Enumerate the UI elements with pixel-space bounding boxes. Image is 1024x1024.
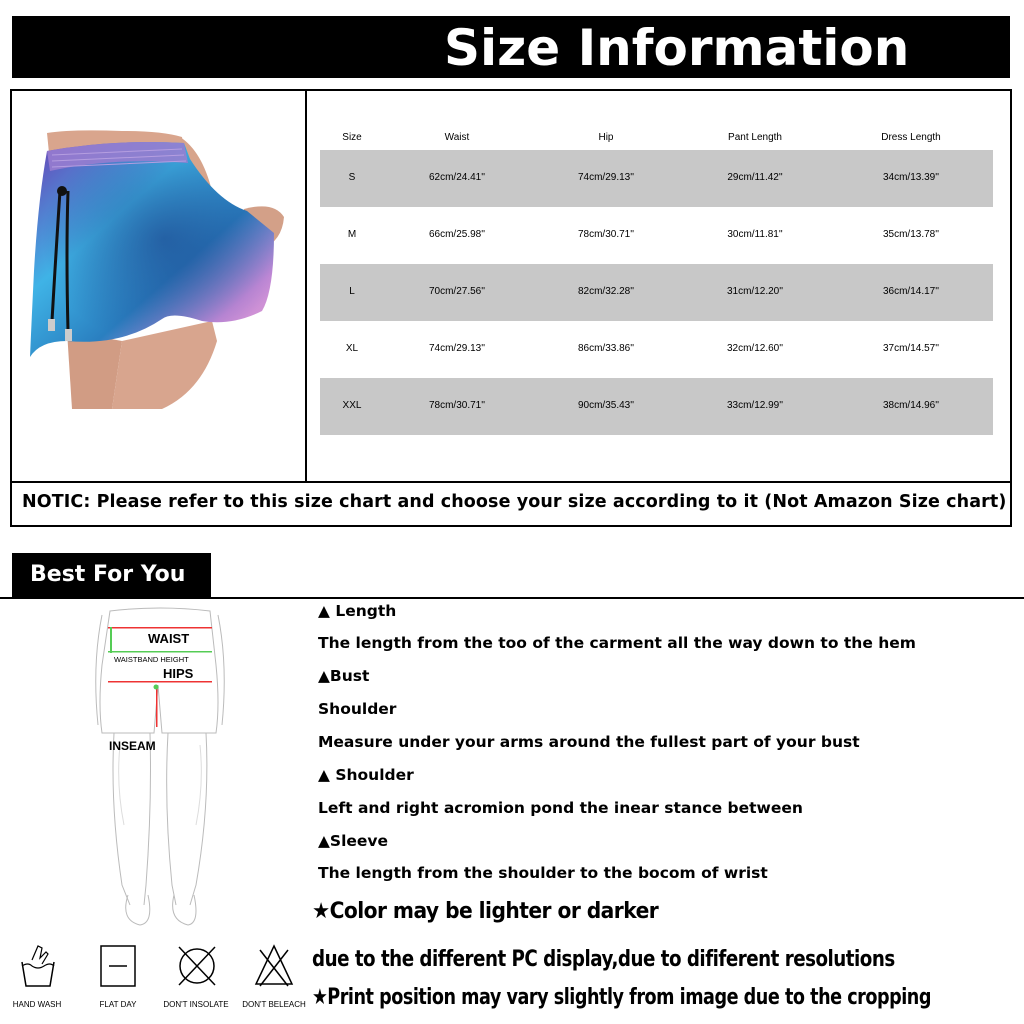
product-photo-cell bbox=[12, 91, 307, 481]
table-cell: 66cm/25.98'' bbox=[428, 229, 486, 240]
desc-length-heading: ▲ Length bbox=[318, 602, 397, 620]
flat-dry-icon bbox=[98, 943, 138, 989]
do-not-bleach-icon bbox=[254, 942, 294, 990]
diagram-label-hips: HIPS bbox=[163, 666, 194, 681]
table-header-cell: Pant Length bbox=[728, 132, 782, 143]
section-divider bbox=[0, 597, 1024, 599]
table-cell: 35cm/13.78'' bbox=[882, 229, 940, 240]
care-label-hand-wash: HAND WASH bbox=[12, 1000, 62, 1009]
care-label-do-not-insolate: DON'T INSOLATE bbox=[163, 1000, 229, 1009]
table-row bbox=[320, 264, 993, 321]
table-cell: 31cm/12.20'' bbox=[726, 286, 784, 297]
desc-shoulder-heading: ▲ Shoulder bbox=[318, 766, 414, 784]
table-row bbox=[320, 207, 993, 264]
table-cell: 37cm/14.57'' bbox=[882, 343, 940, 354]
table-header-cell: Waist bbox=[444, 132, 470, 143]
desc-length-text: The length from the too of the carment all the way down to the hem bbox=[318, 634, 916, 652]
desc-bust-sub: Shoulder bbox=[318, 700, 397, 718]
desc-sleeve-text: The length from the shoulder to the bocom of wrist bbox=[318, 864, 768, 882]
note-print-position: ★Print position may vary slightly from image due to the cropping bbox=[312, 985, 931, 1010]
care-label-do-not-bleach: DON'T BELEACH bbox=[242, 1000, 306, 1009]
table-row bbox=[320, 321, 993, 378]
table-cell: XL bbox=[345, 343, 359, 354]
table-cell: XXL bbox=[342, 400, 362, 411]
table-cell: 86cm/33.86'' bbox=[577, 343, 635, 354]
table-cell: 70cm/27.56'' bbox=[428, 286, 486, 297]
table-header-cell: Dress Length bbox=[881, 132, 941, 143]
table-cell: 38cm/14.96'' bbox=[882, 400, 940, 411]
title-bar bbox=[12, 16, 1010, 78]
desc-bust-heading: ▲Bust bbox=[318, 667, 370, 685]
size-table bbox=[320, 130, 993, 435]
table-cell: 78cm/30.71'' bbox=[428, 400, 486, 411]
table-header-row bbox=[320, 130, 993, 150]
table-cell: 90cm/35.43'' bbox=[577, 400, 635, 411]
desc-shoulder-text: Left and right acromion pond the inear stance between bbox=[318, 799, 803, 817]
table-cell: L bbox=[349, 286, 355, 297]
best-for-you-tab bbox=[12, 553, 211, 598]
best-for-you-label: Best For You bbox=[30, 562, 186, 587]
table-cell: 29cm/11.42'' bbox=[727, 172, 783, 183]
diagram-label-inseam: INSEAM bbox=[109, 739, 156, 753]
table-cell: 36cm/14.17'' bbox=[882, 286, 940, 297]
desc-sleeve-heading: ▲Sleeve bbox=[318, 832, 389, 850]
table-cell: 74cm/29.13'' bbox=[428, 343, 486, 354]
page-title: Size Information bbox=[444, 19, 910, 77]
table-header-cell: Size bbox=[342, 132, 362, 143]
note-color: ★Color may be lighter or darker bbox=[312, 899, 659, 924]
do-not-insolate-icon bbox=[175, 942, 219, 990]
table-cell: 82cm/32.28'' bbox=[577, 286, 635, 297]
table-cell: 32cm/12.60'' bbox=[726, 343, 784, 354]
table-cell: 33cm/12.99'' bbox=[726, 400, 784, 411]
diagram-label-waistband: WAISTBAND HEIGHT bbox=[114, 655, 189, 664]
table-cell: 62cm/24.41'' bbox=[428, 172, 486, 183]
table-cell: 34cm/13.39'' bbox=[882, 172, 940, 183]
table-cell: S bbox=[348, 172, 356, 183]
table-row bbox=[320, 378, 993, 435]
hand-wash-icon bbox=[18, 942, 58, 990]
care-label-flat-dry: FLAT DAY bbox=[99, 1000, 137, 1009]
table-cell: 30cm/11.81'' bbox=[727, 229, 783, 240]
product-photo bbox=[12, 91, 303, 479]
table-cell: 74cm/29.13'' bbox=[577, 172, 635, 183]
table-header-cell: Hip bbox=[598, 132, 614, 143]
table-cell: 78cm/30.71'' bbox=[577, 229, 635, 240]
table-cell: M bbox=[347, 229, 357, 240]
note-display: due to the different PC display,due to dififerent resolutions bbox=[312, 947, 895, 972]
notice-text: NOTIC: Please refer to this size chart and choose your size according to it (Not Amazon Size chart) bbox=[22, 492, 1007, 512]
diagram-label-waist: WAIST bbox=[148, 631, 190, 646]
table-row bbox=[320, 150, 993, 207]
desc-bust-text: Measure under your arms around the fullest part of your bust bbox=[318, 733, 860, 751]
notice-row bbox=[12, 481, 1010, 525]
